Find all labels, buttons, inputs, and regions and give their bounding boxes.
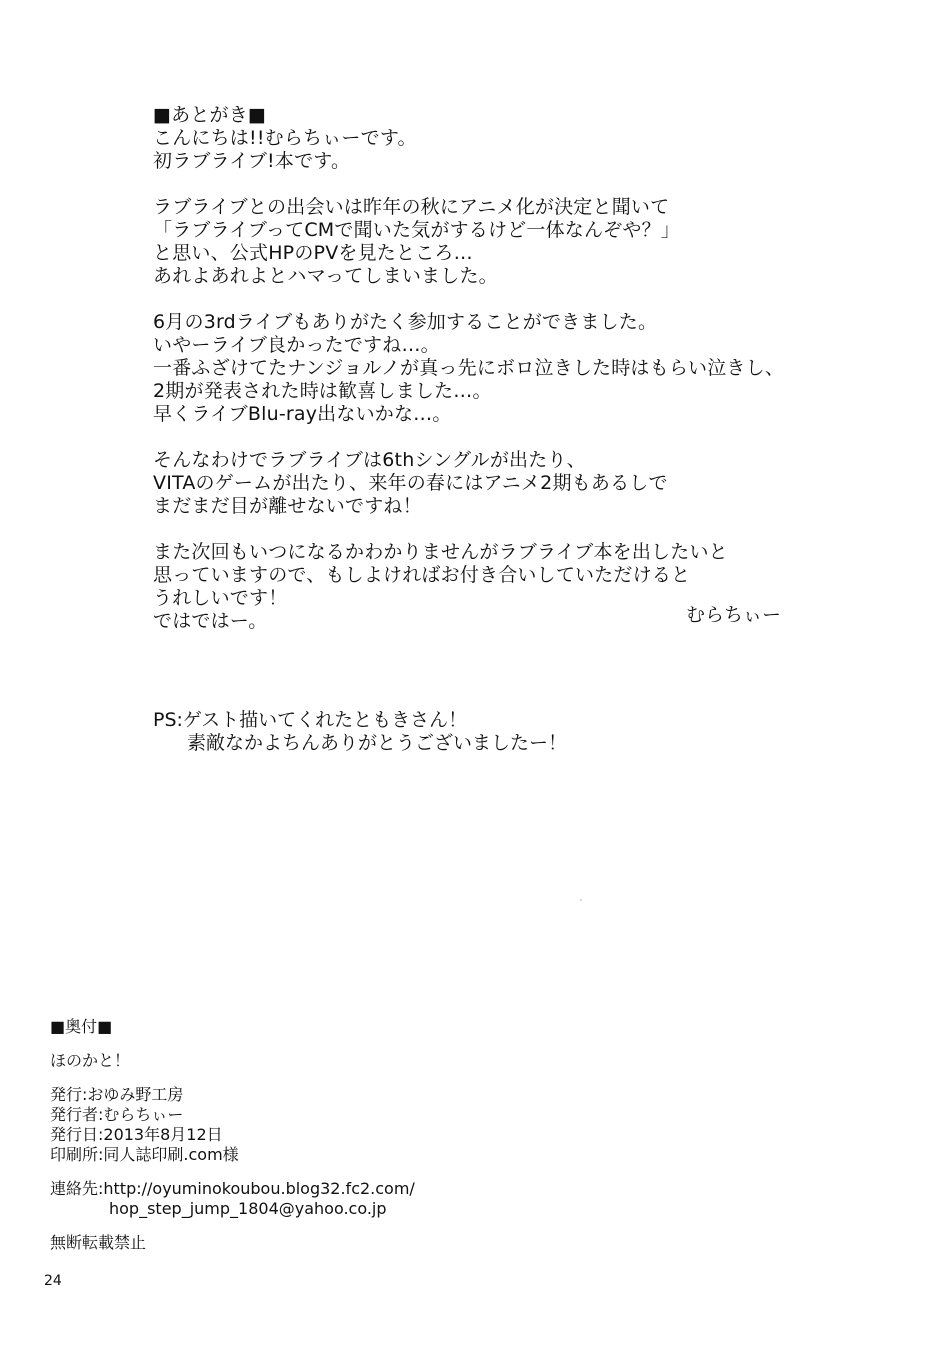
author-line: 発行者:むらちぃー <box>50 1105 184 1124</box>
postscript-line: PS:ゲスト描いてくれたともきさん！ <box>153 709 468 731</box>
text-line: 初ラブライブ!本です。 <box>153 150 351 172</box>
contact-url: 連絡先:http://oyuminokoubou.blog32.fc2.com/ <box>50 1179 415 1198</box>
text-line: うれしいです！ <box>153 587 288 609</box>
afterword-paragraph <box>153 449 853 518</box>
colophon-heading: ■奥付■ <box>50 1017 113 1036</box>
book-title: ほのかと！ <box>50 1051 131 1070</box>
text-line: まだまだ目が離せないですね！ <box>153 495 422 517</box>
scan-speck <box>580 899 582 901</box>
publisher-line: 発行:おゆみ野工房 <box>50 1085 184 1104</box>
postscript <box>153 709 567 755</box>
date-line: 発行日:2013年8月12日 <box>50 1125 223 1144</box>
text-line: 早くライブBlu-ray出ないかな…。 <box>153 403 452 425</box>
reprint-notice: 無断転載禁止 <box>50 1233 147 1252</box>
afterword-paragraph <box>153 127 853 173</box>
text-line: と思い、公式HPのPVを見たところ… <box>153 242 473 264</box>
text-line: こんにちは!!むらちぃーです。 <box>153 127 417 149</box>
postscript-line: 素敵なかよちんありがとうございましたー！ <box>187 732 568 754</box>
text-line: 「ラブライブってCMで聞いた気がするけど一体なんぞや？」 <box>153 219 680 241</box>
text-line: また次回もいつになるかわかりませんがラブライブ本を出したいと <box>153 541 728 563</box>
text-line: 一番ふざけてたナンジョルノが真っ先にボロ泣きした時はもらい泣きし、 <box>153 357 785 379</box>
text-line: そんなわけでラブライブは6thシングルが出たり、 <box>153 449 586 471</box>
contact-email: hop_step_jump_1804@yahoo.co.jp <box>109 1199 387 1218</box>
page-number: 24 <box>44 1273 62 1289</box>
text-line: 思っていますので、もしよければお付き合いしていただけると <box>153 564 691 586</box>
printer-line: 印刷所:同人誌印刷.com様 <box>50 1145 239 1164</box>
text-line: 6月の3rdライブもありがたく参加することができました。 <box>153 311 658 333</box>
colophon-section <box>50 1017 415 1267</box>
text-line: ラブライブとの出会いは昨年の秋にアニメ化が決定と聞いて <box>153 196 670 218</box>
afterword-paragraph <box>153 196 853 288</box>
text-line: あれよあれよとハマってしまいました。 <box>153 265 498 287</box>
text-line: 2期が発表された時は歓喜しました…。 <box>153 380 492 402</box>
afterword-section <box>153 104 853 656</box>
author-signature: むらちぃー <box>686 604 782 626</box>
afterword-paragraph <box>153 311 853 426</box>
text-line: ではではー。 <box>153 610 268 632</box>
afterword-heading: ■あとがき■ <box>153 104 267 126</box>
text-line: VITAのゲームが出たり、来年の春にはアニメ2期もあるしで <box>153 472 668 494</box>
text-line: いやーライブ良かったですね…。 <box>153 334 440 356</box>
